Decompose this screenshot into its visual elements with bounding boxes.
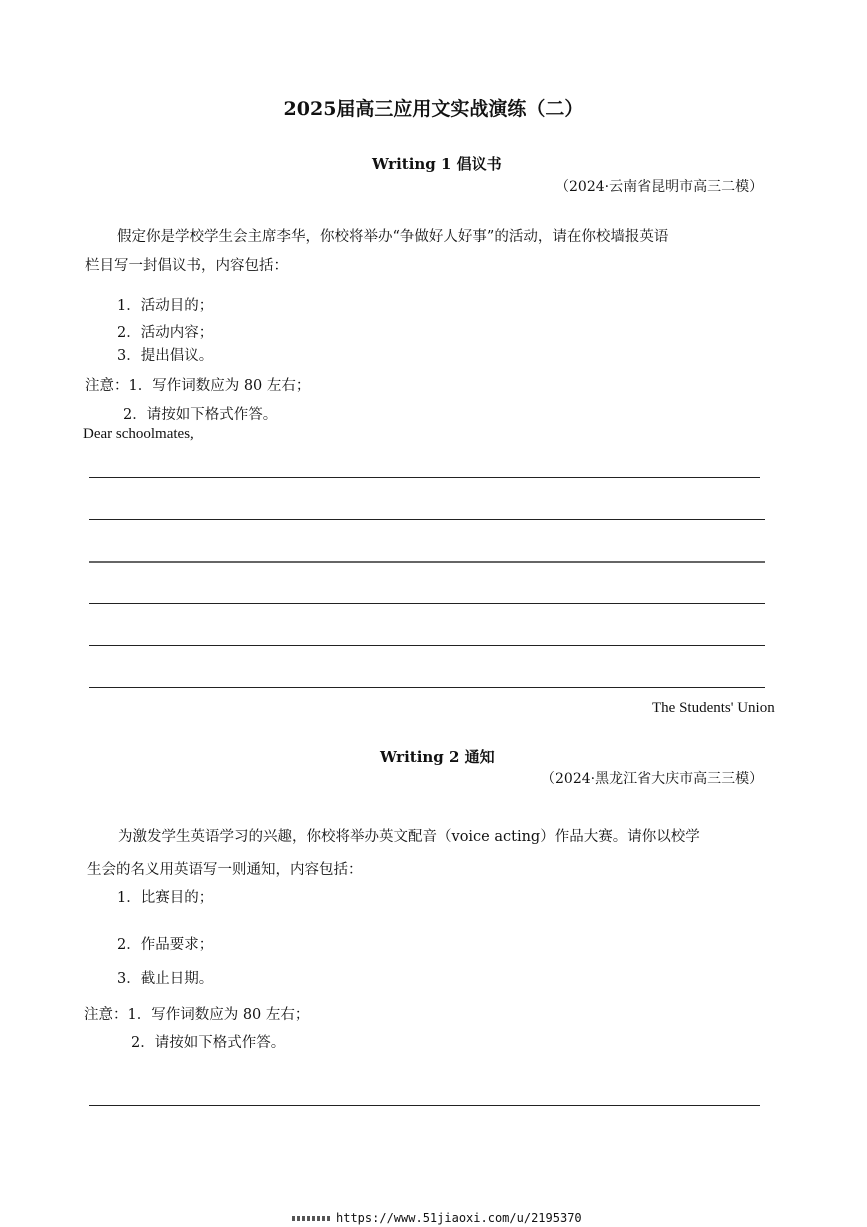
writing-2-heading: Writing 2 通知 bbox=[380, 748, 495, 766]
writing-2-item-1: 1．比赛目的； bbox=[117, 890, 214, 906]
answer-line-6 bbox=[89, 687, 765, 688]
writing-1-item-2: 2．活动内容； bbox=[117, 325, 214, 341]
answer-line-3 bbox=[89, 561, 765, 563]
writing-1-signature: The Students' Union bbox=[652, 700, 775, 716]
answer-line-w2-1 bbox=[89, 1105, 760, 1106]
footer-watermark bbox=[292, 1211, 582, 1225]
writing-2-note-2: 2．请按如下格式作答。 bbox=[131, 1035, 286, 1051]
writing-2-source: （2024·黑龙江省大庆市高三三模） bbox=[541, 771, 764, 787]
writing-1-item-1: 1．活动目的； bbox=[117, 298, 214, 314]
writing-1-note-1: 注意：1．写作词数应为 80 左右； bbox=[85, 378, 311, 394]
answer-line-5 bbox=[89, 645, 765, 646]
document-title: 2025届高三应用文实战演练（二） bbox=[283, 98, 584, 120]
writing-2-item-2: 2．作品要求； bbox=[117, 937, 214, 953]
writing-1-greeting: Dear schoolmates, bbox=[83, 426, 194, 442]
writing-1-prompt-line-2: 栏目写一封倡议书，内容包括： bbox=[85, 258, 288, 274]
writing-1-heading: Writing 1 倡议书 bbox=[372, 155, 502, 173]
watermark-stamp-icon bbox=[292, 1216, 330, 1221]
writing-2-note-1: 注意：1．写作词数应为 80 左右； bbox=[84, 1007, 310, 1023]
footer-url[interactable]: https://www.51jiaoxi.com/u/2195370 bbox=[336, 1211, 582, 1225]
writing-1-item-3: 3．提出倡议。 bbox=[117, 348, 214, 364]
writing-1-prompt-line-1: 假定你是学校学生会主席李华，你校将举办“争做好人好事”的活动，请在你校墙报英语 bbox=[117, 229, 669, 245]
writing-2-item-3: 3．截止日期。 bbox=[117, 971, 214, 987]
answer-line-2 bbox=[89, 519, 765, 520]
answer-line-4 bbox=[89, 603, 765, 604]
writing-1-note-2: 2．请按如下格式作答。 bbox=[123, 407, 278, 423]
answer-line-1 bbox=[89, 477, 760, 478]
writing-1-source: （2024·云南省昆明市高三二模） bbox=[555, 179, 764, 195]
writing-2-prompt-line-2: 生会的名义用英语写一则通知，内容包括： bbox=[87, 862, 363, 878]
writing-2-prompt-line-1: 为激发学生英语学习的兴趣，你校将举办英文配音（voice acting）作品大赛。请你以校学 bbox=[118, 829, 700, 845]
